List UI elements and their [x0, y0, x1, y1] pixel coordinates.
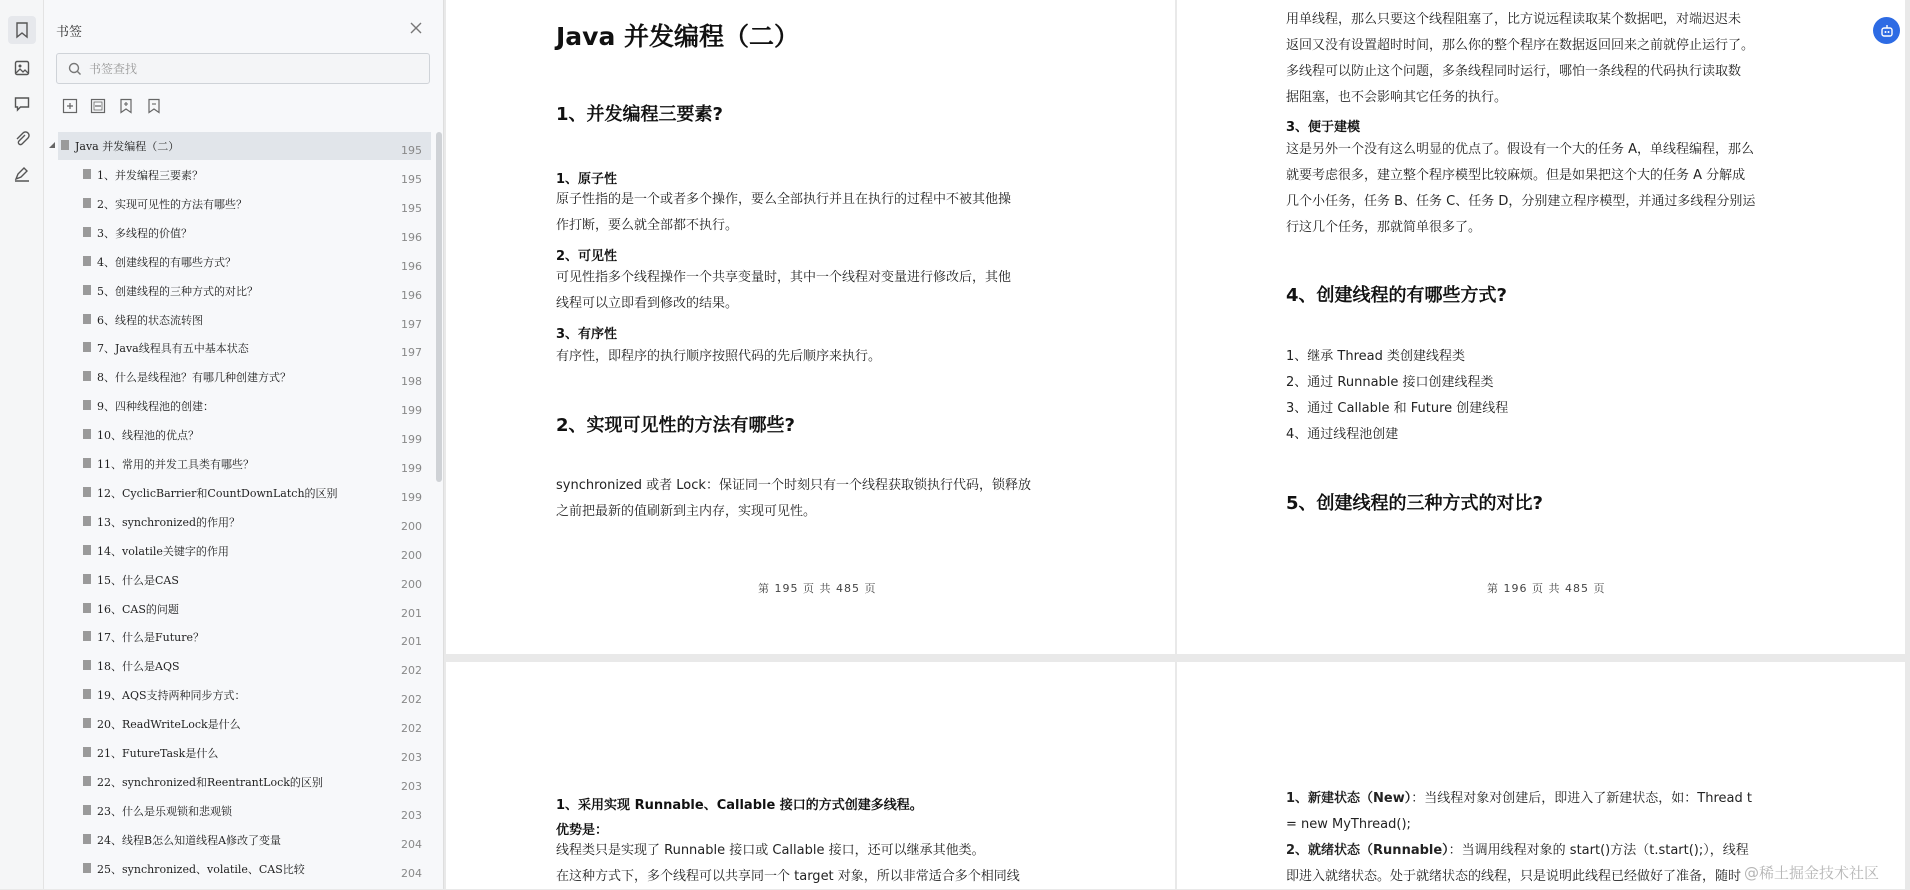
subsection-heading: 优势是：: [556, 823, 609, 838]
bookmark-label: 12、CyclicBarrier和CountDownLatch的区别: [97, 486, 338, 500]
bookmark-item-icon: [82, 833, 92, 845]
bookmark-item-icon: [82, 284, 92, 296]
paragraph-line: 之前把最新的值刷新到主内存，实现可见性。: [556, 504, 817, 519]
bookmark-page: 203: [401, 751, 422, 764]
bookmark-page: 201: [401, 635, 422, 649]
bookmark-label: 6、线程的状态流转图: [97, 313, 203, 327]
paragraph-line: 在这种方式下，多个线程可以共享同一个 target 对象，所以非常适合多个相同线: [556, 869, 1020, 884]
paragraph-line: 这是另外一个没有这么明显的优点了。假设有一个大的任务 A，单线程编程，那么: [1286, 142, 1755, 157]
search-input[interactable]: [89, 58, 419, 80]
bookmark-page: 202: [401, 693, 422, 707]
pdf-page-195: [446, 0, 1175, 654]
bookmark-label: 20、ReadWriteLock是什么: [97, 718, 241, 732]
bookmark-item[interactable]: [44, 161, 436, 189]
list-item: 2、通过 Runnable 接口创建线程类: [1286, 375, 1494, 390]
comment-icon[interactable]: [8, 90, 36, 118]
bookmark-label: Java 并发编程（二）: [75, 140, 180, 153]
bookmark-page: 200: [401, 519, 422, 533]
list-item: 1、继承 Thread 类创建线程类: [1286, 349, 1465, 364]
assistant-icon: [1879, 23, 1895, 39]
paragraph-line: 行这几个任务，那就简单很多了。: [1286, 220, 1482, 235]
bookmark-item[interactable]: [44, 277, 436, 305]
search-icon: [68, 62, 82, 76]
bookmark-item-icon: [60, 139, 70, 151]
bookmark-page: 199: [401, 404, 422, 418]
paragraph-line: 即进入就绪状态。处于就绪状态的线程，只是说明此线程已经做好了准备，随时: [1286, 869, 1742, 884]
bookmark-panel: [44, 0, 444, 889]
bookmark-item-icon: [82, 717, 92, 729]
bookmark-item-icon: [82, 659, 92, 671]
bookmark-label: 2、实现可见性的方法有哪些？: [97, 197, 247, 211]
bookmark-page: 195: [401, 144, 422, 157]
watermark: @稀土掘金技术社区: [1744, 864, 1880, 882]
bookmark-page: 203: [401, 779, 422, 793]
bookmark-item[interactable]: [44, 421, 436, 449]
paragraph-line: [1286, 786, 1752, 812]
bookmark-label: 13、synchronized的作用？: [97, 515, 241, 529]
bookmark-label: 22、synchronized和ReentrantLock的区别: [97, 775, 323, 789]
bookmark-item-icon: [82, 457, 92, 469]
bookmark-item[interactable]: [44, 652, 436, 680]
section-heading: 2、实现可见性的方法有哪些?: [556, 415, 795, 436]
paragraph-line: 几个小任务，任务 B、任务 C、任务 D，分别建立程序模型，并通过多线程分别运: [1286, 194, 1756, 209]
bookmark-search: [56, 53, 430, 84]
bookmark-item-icon: [82, 370, 92, 382]
bookmark-page: 201: [401, 606, 422, 620]
bookmark-item[interactable]: [44, 537, 436, 565]
bookmark-item-icon: [82, 775, 92, 787]
bookmark-item[interactable]: [44, 190, 436, 218]
paragraph-line: 线程类只是实现了 Runnable 接口或 Callable 接口，还可以继承其他类。: [556, 843, 985, 858]
paragraph-line: 返回又没有设置超时时间，那么你的整个程序在数据返回回来之前就停止运行了。: [1286, 38, 1755, 53]
bookmark-item[interactable]: [44, 334, 436, 362]
bookmark-label: 8、什么是线程池？有哪几种创建方式？: [97, 371, 291, 385]
bookmark-icon[interactable]: [8, 16, 36, 44]
bookmark-page: 204: [401, 837, 422, 851]
bookmark-item-icon: [82, 688, 92, 700]
bookmark-page: 198: [401, 375, 422, 389]
bookmark-item-icon: [82, 255, 92, 267]
bookmark-item-icon: [82, 804, 92, 816]
bookmark-label: 24、线程B怎么知道线程A修改了变量: [97, 833, 282, 847]
section-heading: 1、并发编程三要素?: [556, 104, 723, 125]
page-footer: 第 195 页 共 485 页: [758, 582, 877, 595]
bookmark-item[interactable]: [44, 681, 436, 709]
bookmark-page: 202: [401, 664, 422, 678]
bookmark-item-icon: [82, 341, 92, 353]
collapse-all-icon[interactable]: [90, 98, 108, 116]
bookmark-item-icon: [82, 573, 92, 585]
state-term: 2、就绪状态（Runnable）: [1286, 843, 1449, 858]
bookmark-item-icon: [82, 313, 92, 325]
thumbnail-icon[interactable]: [8, 54, 36, 82]
bookmark-item[interactable]: [44, 623, 436, 651]
bookmark-item-icon: [82, 197, 92, 209]
panel-scrollbar[interactable]: [436, 132, 442, 482]
bookmark-item[interactable]: [44, 508, 436, 536]
bookmark-item[interactable]: [44, 739, 436, 767]
add-bookmark-icon[interactable]: [118, 98, 136, 116]
bookmark-item[interactable]: [44, 710, 436, 738]
bookmark-page: 197: [401, 317, 422, 331]
bookmark-item[interactable]: [44, 566, 436, 594]
bookmark-item-icon: [82, 428, 92, 440]
bookmark-label: 17、什么是Future？: [97, 631, 204, 645]
state-term: 1、新建状态（New）: [1286, 791, 1412, 806]
bookmark-page: 196: [401, 230, 422, 244]
bookmark-label: 11、常用的并发工具类有哪些？: [97, 458, 254, 471]
paragraph-line: synchronized 或者 Lock：保证同一个时刻只有一个线程获取锁执行代码，锁释放: [556, 478, 1031, 493]
bookmark-label: 14、volatile关键字的作用: [97, 544, 229, 558]
bookmark-page: 197: [401, 346, 422, 360]
bookmark-item[interactable]: [44, 855, 436, 883]
bookmark-item[interactable]: [44, 306, 436, 334]
bookmark-label: 19、AQS支持两种同步方式：: [97, 689, 246, 703]
bookmark-item-icon: [82, 746, 92, 758]
expand-all-icon[interactable]: [62, 98, 80, 116]
sidebar-rail: [0, 0, 44, 889]
bookmark-item[interactable]: [44, 826, 436, 854]
bookmark-label: 18、什么是AQS: [97, 660, 180, 674]
bookmark-item-icon: [82, 226, 92, 238]
bookmark-item[interactable]: [44, 363, 436, 391]
subsection-heading: 1、原子性: [556, 172, 618, 187]
paragraph-line: 就要考虑很多，建立整个程序模型比较麻烦。但是如果把这个大的任务 A 分解成: [1286, 168, 1746, 183]
bookmark-item[interactable]: [44, 479, 436, 507]
paragraph-line: 可见性指多个线程操作一个共享变量时，其中一个线程对变量进行修改后，其他: [556, 270, 1012, 285]
bookmark-label: 4、创建线程的有哪些方式？: [97, 255, 236, 269]
pdf-page-196: [1177, 0, 1905, 654]
panel-title: 书签: [56, 25, 83, 40]
bookmark-item-icon: [82, 486, 92, 498]
bookmark-item-icon: [82, 602, 92, 614]
bookmark-item-icon: [82, 399, 92, 411]
bookmark-item[interactable]: [44, 595, 436, 623]
bookmark-item[interactable]: [44, 392, 436, 420]
section-heading: 4、创建线程的有哪些方式?: [1286, 285, 1507, 306]
state-desc: ：当调用线程对象的 start()方法（t.start();），线程: [1448, 843, 1749, 858]
paragraph-line: 用单线程，那么只要这个线程阻塞了，比方说远程读取某个数据吧，对端迟迟未: [1286, 12, 1742, 27]
bookmark-page: 204: [401, 866, 422, 880]
bookmark-item[interactable]: [44, 219, 436, 247]
subsection-heading: 3、有序性: [556, 327, 618, 342]
bookmark-label: 25、synchronized、volatile、CAS比较: [97, 862, 305, 876]
assistant-button[interactable]: [1873, 17, 1900, 44]
bookmark-item[interactable]: [44, 797, 436, 825]
section-heading: 5、创建线程的三种方式的对比?: [1286, 493, 1543, 514]
bookmark-page: 195: [401, 201, 422, 215]
bookmark-label: 1、并发编程三要素？: [97, 169, 203, 182]
bookmark-page: 200: [401, 548, 422, 562]
page-heading: Java 并发编程（二）: [556, 22, 800, 51]
page-footer: 第 196 页 共 485 页: [1487, 582, 1606, 595]
bookmark-page: 202: [401, 722, 422, 736]
list-item: 3、通过 Callable 和 Future 创建线程: [1286, 401, 1509, 416]
bookmark-item-icon: [82, 544, 92, 556]
bookmark-item-icon: [82, 515, 92, 527]
paragraph-line: 作打断，要么就全部都不执行。: [556, 218, 739, 233]
list-item: 4、通过线程池创建: [1286, 427, 1399, 442]
paragraph-line: 线程可以立即看到修改的结果。: [556, 296, 739, 311]
caret-down-icon[interactable]: [48, 141, 56, 149]
paragraph-line: 据阻塞，也不会影响其它任务的执行。: [1286, 90, 1508, 105]
state-desc: ：当线程对象对创建后，即进入了新建状态，如：Thread t: [1411, 791, 1752, 806]
paragraph-line: 多线程可以防止这个问题，多条线程同时运行，哪怕一条线程的代码执行读取数: [1286, 64, 1742, 79]
bookmark-page: 199: [401, 462, 422, 475]
bookmark-page: 196: [401, 259, 422, 273]
bookmark-page: 199: [401, 433, 422, 447]
subsection-heading: 2、可见性: [556, 249, 618, 264]
pdf-page-198: [1177, 662, 1905, 889]
bookmark-label: 23、什么是乐观锁和悲观锁: [97, 804, 232, 818]
bookmark-item[interactable]: [44, 450, 436, 478]
bookmark-label: 7、Java线程具有五中基本状态: [97, 342, 249, 356]
subsection-heading: 3、便于建模: [1286, 120, 1361, 135]
bookmark-page: 203: [401, 808, 422, 822]
bookmark-label: 3、多线程的价值？: [97, 226, 192, 240]
bookmark-label: 21、FutureTask是什么: [97, 747, 219, 760]
pdf-page-197: [446, 662, 1175, 889]
bookmark-item[interactable]: [44, 768, 436, 796]
attachment-icon[interactable]: [8, 125, 36, 153]
bookmark-root[interactable]: [58, 132, 431, 160]
bookmark-page: 195: [401, 173, 422, 186]
bookmark-item-icon: [82, 168, 92, 180]
signature-icon[interactable]: [8, 160, 36, 188]
close-icon[interactable]: [408, 20, 424, 36]
bookmark-label: 15、什么是CAS: [97, 573, 179, 587]
paragraph-line: [1286, 838, 1749, 864]
bookmark-page: 199: [401, 490, 422, 504]
bookmark-settings-icon[interactable]: [146, 98, 164, 116]
paragraph-line: = new MyThread();: [1286, 817, 1411, 832]
paragraph-line: 有序性，即程序的执行顺序按照代码的先后顺序来执行。: [556, 349, 882, 364]
bookmark-label: 16、CAS的问题: [97, 602, 179, 616]
bookmark-label: 10、线程池的优点？: [97, 429, 199, 443]
bookmark-label: 9、四种线程池的创建：: [97, 400, 214, 414]
bookmark-page: 200: [401, 577, 422, 591]
subsection-heading: 1、采用实现 Runnable、Callable 接口的方式创建多线程。: [556, 798, 923, 813]
bookmark-item-icon: [82, 862, 92, 874]
bookmark-page: 196: [401, 288, 422, 302]
bookmark-item[interactable]: [44, 248, 436, 276]
bookmark-item-icon: [82, 630, 92, 642]
bookmark-label: 5、创建线程的三种方式的对比？: [97, 284, 258, 298]
paragraph-line: 原子性指的是一个或者多个操作，要么全部执行并且在执行的过程中不被其他操: [556, 192, 1012, 207]
